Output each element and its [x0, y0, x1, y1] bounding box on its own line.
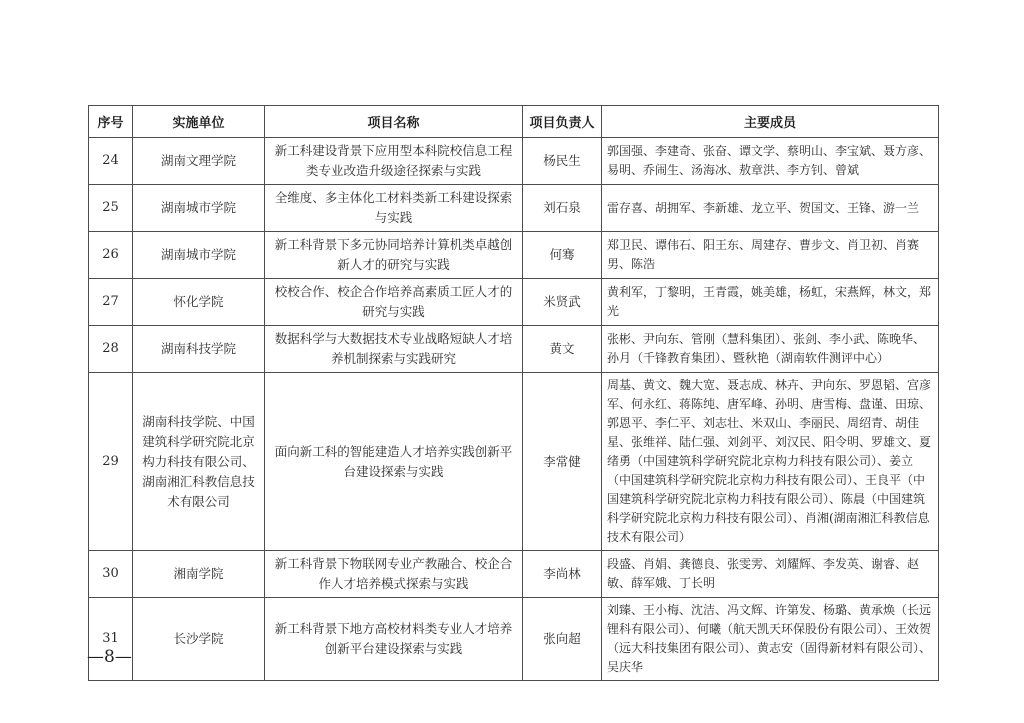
table-row — [89, 232, 939, 279]
cell-main-members: 郭国强、李建奇、张奋、谭文学、蔡明山、李宝斌、聂方彦、易明、乔闹生、汤海冰、敖章洪、李方钊、曾斌 — [602, 138, 939, 185]
table-row — [89, 326, 939, 373]
cell-serial-number: 30 — [89, 551, 133, 598]
table-row — [89, 551, 939, 598]
cell-serial-number: 26 — [89, 232, 133, 279]
cell-implementing-unit: 湖南科技学院、中国建筑科学研究院北京构力科技有限公司、湖南湘汇科教信息技术有限公司 — [133, 373, 265, 551]
cell-project-name: 新工科背景下物联网专业产教融合、校企合作人才培养模式探索与实践 — [265, 551, 523, 598]
cell-serial-number: 28 — [89, 326, 133, 373]
cell-project-leader: 李常健 — [523, 373, 602, 551]
cell-main-members: 黄利军，丁黎明，王青霞，姚美雄，杨虹，宋燕辉，林文，郑光 — [602, 279, 939, 326]
cell-project-leader: 米贤武 — [523, 279, 602, 326]
table-body — [89, 138, 939, 681]
table-header-row — [89, 106, 939, 138]
table-row — [89, 138, 939, 185]
header-cell-leader: 项目负责人 — [523, 106, 602, 138]
cell-project-name: 数据科学与大数据技术专业战略短缺人才培养机制探索与实践研究 — [265, 326, 523, 373]
cell-project-leader: 张向超 — [523, 598, 602, 681]
header-cell-no: 序号 — [89, 106, 133, 138]
cell-project-leader: 刘石泉 — [523, 185, 602, 232]
cell-main-members: 郑卫民、谭伟石、阳王东、周建存、曹步文、肖卫初、肖赛男、陈浩 — [602, 232, 939, 279]
cell-serial-number: 24 — [89, 138, 133, 185]
table-row — [89, 185, 939, 232]
table-row — [89, 373, 939, 551]
cell-serial-number: 31 — [89, 598, 133, 681]
header-cell-project: 项目名称 — [265, 106, 523, 138]
cell-main-members: 张彬、尹向东、管刚（慧科集团）、张剑、李小武、陈晚华、孙月（千锋教育集团）、暨秋艳（湖南软件测评中心） — [602, 326, 939, 373]
table-row — [89, 279, 939, 326]
cell-implementing-unit: 湖南城市学院 — [133, 185, 265, 232]
header-cell-unit: 实施单位 — [133, 106, 265, 138]
table-header — [89, 106, 939, 138]
cell-implementing-unit: 湖南科技学院 — [133, 326, 265, 373]
cell-project-leader: 黄文 — [523, 326, 602, 373]
cell-implementing-unit: 湘南学院 — [133, 551, 265, 598]
project-table — [88, 105, 939, 681]
cell-project-name: 新工科背景下多元协同培养计算机类卓越创新人才的研究与实践 — [265, 232, 523, 279]
cell-serial-number: 29 — [89, 373, 133, 551]
header-cell-members: 主要成员 — [602, 106, 939, 138]
cell-project-leader: 杨民生 — [523, 138, 602, 185]
cell-project-leader: 何骞 — [523, 232, 602, 279]
cell-main-members: 雷存喜、胡拥军、李新雄、龙立平、贺国文、王锋、游一兰 — [602, 185, 939, 232]
cell-main-members: 周基、黄文、魏大宽、聂志成、林卉、尹向东、罗恩韬、宫彦军、何永红、蒋陈纯、唐军峰、孙明、唐雪梅、盘谨、田琼、郭恩平、李仁平、刘志壮、米双山、李丽民、周绍青、胡佳星、张维祥、陆仁强、刘剑平、刘汉民、阳令明、罗雄文、夏绪勇（中国建筑科学研究院北京构力科技有限公司）、姜立（中国建筑科学研究院北京构力科技有限公司）、王良平（中国建筑科学研究院北京构力科技有限公司）、陈晨（中国建筑科学研究院北京构力科技有限公司）、肖湘(湖南湘汇科教信息技术有限公司） — [602, 373, 939, 551]
cell-project-name: 全维度、多主体化工材料类新工科建设探索与实践 — [265, 185, 523, 232]
page-number: —8— — [87, 647, 132, 667]
cell-implementing-unit: 湖南城市学院 — [133, 232, 265, 279]
cell-project-leader: 李尚林 — [523, 551, 602, 598]
cell-serial-number: 25 — [89, 185, 133, 232]
cell-main-members: 段盛、肖娟、龚德良、张雯雱、刘耀辉、李发英、谢睿、赵敏、薛军娥、丁长明 — [602, 551, 939, 598]
cell-serial-number: 27 — [89, 279, 133, 326]
cell-implementing-unit: 长沙学院 — [133, 598, 265, 681]
cell-project-name: 新工科背景下地方高校材料类专业人才培养创新平台建设探索与实践 — [265, 598, 523, 681]
cell-project-name: 校校合作、校企合作培养高素质工匠人才的研究与实践 — [265, 279, 523, 326]
cell-project-name: 面向新工科的智能建造人才培养实践创新平台建设探索与实践 — [265, 373, 523, 551]
cell-project-name: 新工科建设背景下应用型本科院校信息工程类专业改造升级途径探索与实践 — [265, 138, 523, 185]
table-row — [89, 598, 939, 681]
cell-main-members: 刘臻、王小梅、沈洁、冯文辉、许第发、杨璐、黄承焕（长远锂科有限公司）、何曦（航天凯天环保股份有限公司）、王效贺（远大科技集团有限公司）、黄志安（固得新材料有限公司）、吴庆华 — [602, 598, 939, 681]
cell-implementing-unit: 湖南文理学院 — [133, 138, 265, 185]
cell-implementing-unit: 怀化学院 — [133, 279, 265, 326]
